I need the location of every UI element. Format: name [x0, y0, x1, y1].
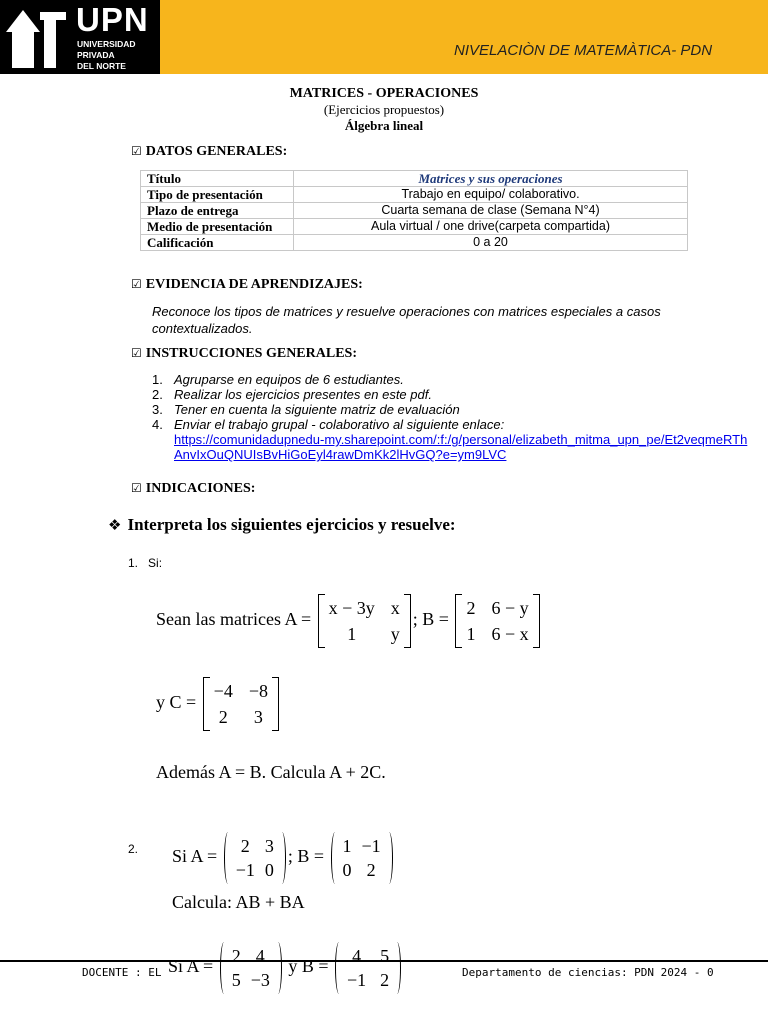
table-row: Medio de presentación Aula virtual / one drive(carpeta compartida)	[141, 219, 688, 235]
matrix-a: 2 3 −1 0	[224, 832, 286, 884]
document-subtitle: (Ejercicios propuestos)	[323, 102, 445, 117]
logo-wordmark: UPN	[76, 1, 149, 38]
document-title: MATRICES - OPERACIONES	[289, 86, 479, 101]
checkbox-icon: ☑	[131, 481, 142, 495]
matrix-a: x − 3y x 1 y	[318, 594, 411, 648]
datos-generales-table	[140, 170, 688, 251]
interpret-heading: ❖ Interpreta los siguientes ejercicios y resuelve:	[108, 515, 456, 534]
footer-docente: DOCENTE : EL	[82, 966, 162, 979]
exercise-number: 2.	[128, 842, 139, 856]
exercise-2-task: Calcula: AB + BA	[172, 892, 305, 912]
checkbox-icon: ☑	[131, 144, 142, 158]
exercise-3-matrices: Si A = 2 4 5 −3 y B = 4 5 −1 2	[168, 942, 403, 994]
list-item: 3. Tener en cuenta la siguiente matriz de evaluación	[152, 402, 460, 417]
logo-subtitle: UNIVERSIDAD PRIVADA DEL NORTE	[77, 39, 136, 71]
matrix-b: 2 6 − y 1 6 − x	[455, 594, 539, 648]
submission-link[interactable]: https://comunidadupnedu-my.sharepoint.com/:f:/g/personal/elizabeth_mitma_upn_pe/Et2veqmeRThAnvIxOuQNUIsBvHiGoEyl4rawDmKk2lHvGQ?e=ym9LVC	[174, 432, 748, 462]
section-indicaciones: ☑ INDICACIONES:	[131, 481, 256, 496]
header-bar	[0, 0, 768, 74]
section-datos-generales: ☑ DATOS GENERALES:	[131, 144, 288, 159]
checkbox-icon: ☑	[131, 346, 142, 360]
section-evidencia: ☑ EVIDENCIA DE APRENDIZAJES:	[131, 277, 363, 292]
exercise-1-matrix-c: y C = −4 −8 2 3	[156, 677, 281, 731]
exercise-number: 1. Si:	[128, 556, 163, 570]
list-item: 2. Realizar los ejercicios presentes en este pdf.	[152, 387, 432, 402]
exercise-1-matrices: Sean las matrices A = x − 3y x 1 y ; B = 2 6 − y 1 6 − x	[156, 594, 542, 648]
exercise-2-matrices: Si A = 2 3 −1 0 ; B = 1 −1 0 2	[172, 832, 395, 884]
diamond-bullet-icon: ❖	[108, 516, 122, 534]
exercise-1-task: Además A = B. Calcula A + 2C.	[156, 762, 386, 782]
evidencia-text: Reconoce los tipos de matrices y resuelve operaciones con matrices especiales a casos contextualizados.	[152, 304, 661, 336]
table-row: Plazo de entrega Cuarta semana de clase (Semana N°4)	[141, 203, 688, 219]
table-row: Título Matrices y sus operaciones	[141, 171, 688, 187]
matrix-b: 1 −1 0 2	[331, 832, 393, 884]
list-item: 4. Enviar el trabajo grupal - colaborativo al siguiente enlace: https://comunidadupnedu-my.sharepoint.com/:f:/g/personal/elizabeth_mitma_upn_pe/Et2veqmeRThAnvIxOuQNUIsBvHiGoEyl4rawDmKk2lHvGQ?e=ym9LVC	[152, 417, 748, 462]
matrix-a: 2 4 5 −3	[220, 942, 282, 994]
document-subject: Álgebra lineal	[344, 118, 424, 133]
instructions-list	[152, 372, 752, 462]
course-title: NIVELACIÒN DE MATEMÀTICA- PDN	[454, 42, 713, 59]
section-instrucciones: ☑ INSTRUCCIONES GENERALES:	[131, 346, 357, 361]
matrix-b: 4 5 −1 2	[335, 942, 401, 994]
footer-department: Departamento de ciencias: PDN 2024 - 0	[462, 966, 714, 979]
upn-arrow-logo-icon	[4, 6, 68, 70]
upn-logo	[0, 0, 160, 74]
checkbox-icon: ☑	[131, 277, 142, 291]
list-item: 1. Agruparse en equipos de 6 estudiantes.	[152, 372, 404, 387]
matrix-c: −4 −8 2 3	[203, 677, 279, 731]
table-row: Tipo de presentación Trabajo en equipo/ colaborativo.	[141, 187, 688, 203]
table-row: Calificación 0 a 20	[141, 235, 688, 251]
